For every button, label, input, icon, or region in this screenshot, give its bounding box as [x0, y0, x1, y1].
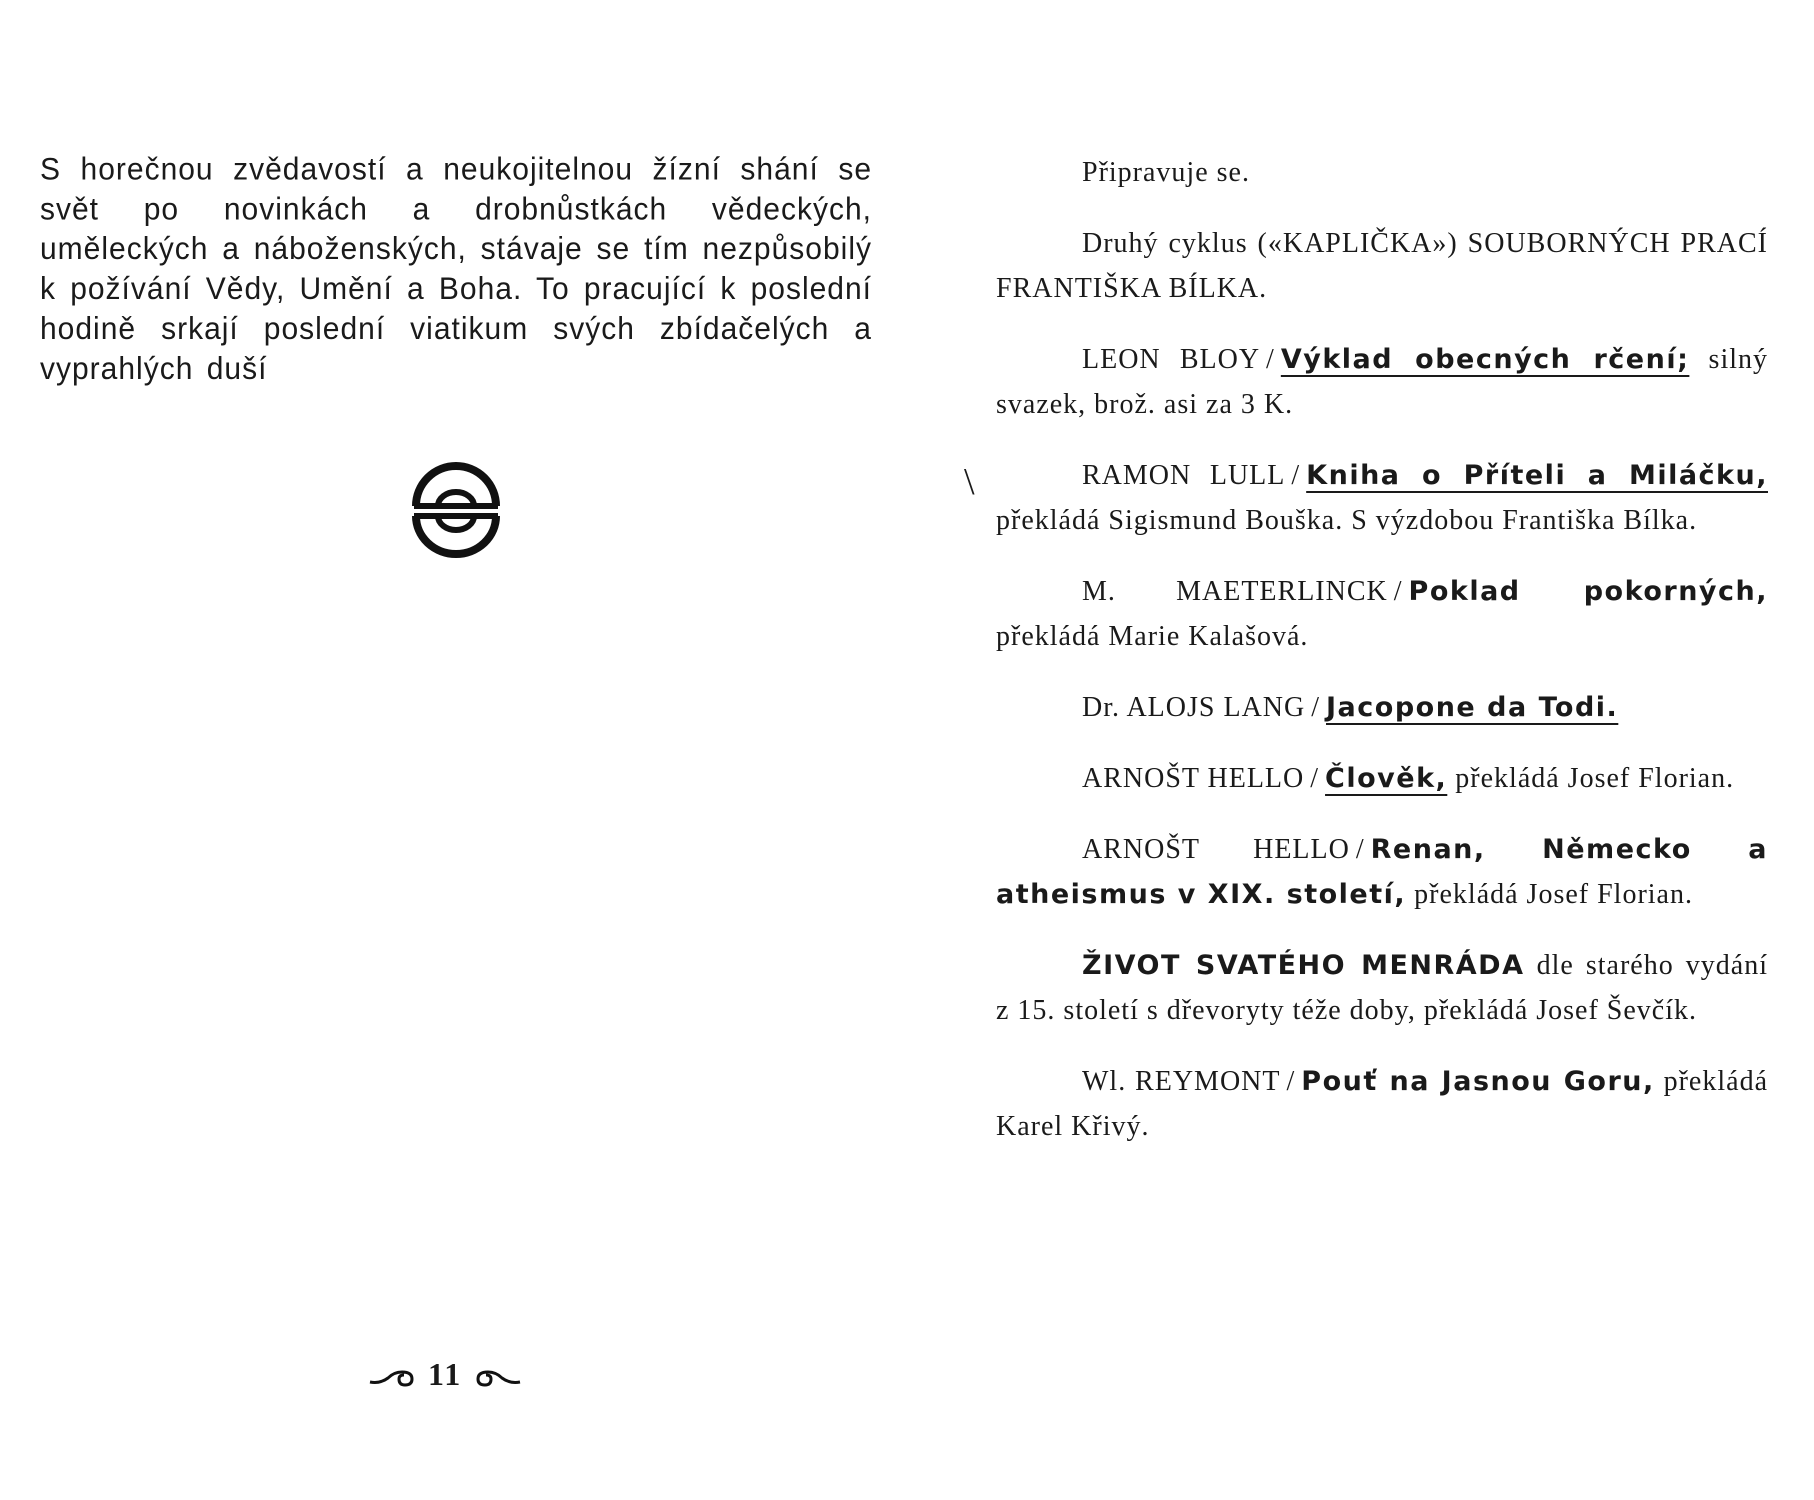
entry-author: Wl. REYMONT [1082, 1066, 1281, 1097]
right-page [996, 150, 1768, 1149]
page-number: 11 [428, 1356, 463, 1392]
entry-title: Člověk, [1325, 763, 1448, 794]
entry-details: překládá Josef Florian. [1406, 879, 1693, 910]
separator: / [1310, 763, 1320, 794]
entry-title: Výklad obecných rčení; [1280, 344, 1690, 375]
entry-title: ŽIVOT SVATÉHO MENRÁDA [1082, 950, 1525, 981]
entry-bilek-cycle [996, 221, 1768, 311]
entry-author: ARNOŠT HELLO [1082, 763, 1305, 794]
entry-hello-clovek [996, 756, 1768, 801]
entry-title: Kniha o Příteli a Miláčku, [1306, 460, 1768, 491]
separator: / [1393, 576, 1403, 607]
flourish-left-icon [368, 1362, 418, 1388]
left-paragraph: S horečnou zvědavostí a neukojitelnou žízní shání se svět po novinkách a drobnůstkách vědeckých, uměleckých a náboženských, stávaje se tím nezpůsobilý k požívání Vědy, Umění a Boha. To pracující k poslední hodině srkají poslední viatikum svých zbídačelých a vyprahlých duší [40, 152, 872, 387]
separator: / [1355, 834, 1365, 865]
entry-bloy [996, 337, 1768, 427]
entry-details: překládá Karel Křivý. [996, 1066, 1768, 1142]
entry-lang [996, 685, 1768, 730]
page-folio [368, 1356, 522, 1393]
flourish-right-icon [472, 1362, 522, 1388]
entry-details: silný svazek, brož. asi za 3 K. [996, 344, 1768, 420]
separator: / [1311, 692, 1321, 723]
entry-author: M. MAETERLINCK [1082, 576, 1388, 607]
entry-author: RAMON LULL [1082, 460, 1286, 491]
separator: / [1266, 344, 1275, 375]
entry-author: ARNOŠT HELLO [1082, 834, 1350, 865]
circle-emblem-icon [410, 462, 502, 558]
entry-title: Poklad pokorných, [1408, 576, 1768, 607]
entry-title: Jacopone da Todi. [1326, 692, 1619, 723]
entry-reymont [996, 1059, 1768, 1149]
entry-menrad [996, 943, 1768, 1033]
separator: / [1286, 1066, 1296, 1097]
entry-details: překládá Sigismund Bouška. S výzdobou Františka Bílka. [996, 505, 1698, 536]
separator: / [1291, 460, 1301, 491]
entry-hello-renan [996, 827, 1768, 917]
entry-author: Dr. ALOJS LANG [1082, 692, 1306, 723]
entry-text: Druhý cyklus («KAPLIČKA») SOUBORNÝCH PRACÍ FRANTIŠKA BÍLKA. [996, 228, 1768, 304]
announcement-heading: Připravuje se. [1082, 157, 1250, 188]
entry-title: Renan, Německo a atheismus v XIX. století, [996, 834, 1768, 910]
entry-details: překládá Josef Florian. [1447, 763, 1735, 794]
entry-maeterlinck [996, 569, 1768, 659]
left-page [40, 150, 872, 387]
margin-mark: \ [964, 461, 975, 503]
entry-details: překládá Marie Kalašová. [996, 621, 1309, 652]
entry-title: Pouť na Jasnou Goru, [1301, 1066, 1655, 1097]
entry-author: LEON BLOY [1082, 344, 1261, 375]
entry-details: dle starého vydání z 15. století s dřevoryty téže doby, překládá Josef Ševčík. [996, 950, 1768, 1026]
entry-lull [996, 453, 1768, 543]
